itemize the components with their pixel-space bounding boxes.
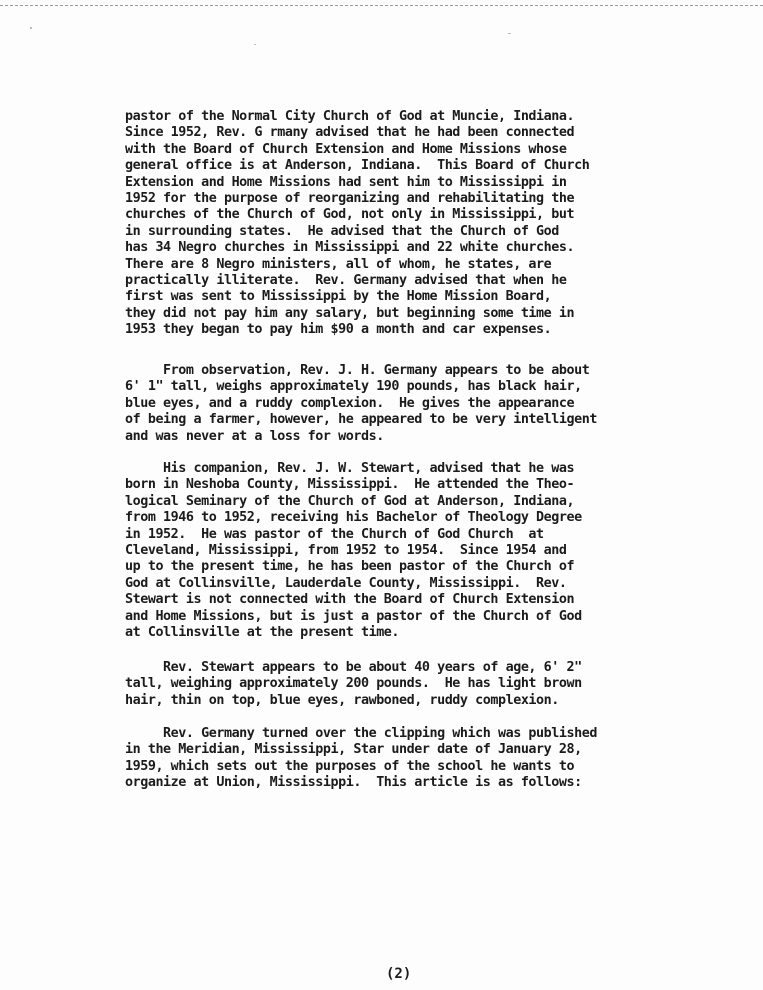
body-paragraph: From observation, Rev. J. H. Germany appears to be about 6' 1" tall, weighs approximately 190 pounds, has black hair, blue eyes, and a ruddy complexion. He gives the appearance of being a farmer, however, he appeared to be very intelligent and was never at a loss for words. [125,363,597,444]
body-paragraph: pastor of the Normal City Church of God at Muncie, Indiana. Since 1952, Rev. G rmany advised that he had been connected with the Board of Church Extension and Home Missions whose general office is at Anderson, Indiana. This Board of Church Extension and Home Missions had sent him to Mississippi in 1952 for the purpose of reorganizing and rehabilitating the churches of the Church of God, not only in Mississippi, but in surrounding states. He advised that the Church of God has 34 Negro churches in Mississippi and 22 white churches. There are 8 Negro ministers, all of whom, he states, are practically illiterate. Rev. Germany advised that when he first was sent to Mississippi by the Home Mission Board, they did not pay him any salary, but beginning some time in 1953 they began to pay him $90 a month and car expenses. [125,109,590,338]
scan-speck [508,33,511,34]
page-top-edge [0,5,763,6]
body-paragraph: His companion, Rev. J. W. Stewart, advised that he was born in Neshoba County, Mississippi. He attended the Theo- logical Seminary of the Church of God at Anderson, Indiana, from 1946 to 1952, receiving his Bachelor of Theology Degree in 1952. He was pastor of the Church of God Church at Cleveland, Mississippi, from 1952 to 1954. Since 1954 and up to the present time, he has been pastor of the Church of God at Collinsville, Lauderdale County, Mississippi. Rev. Stewart is not connected with the Board of Church Extension and Home Missions, but is just a pastor of the Church of God at Collinsville at the present time. [125,461,582,641]
page-number: (2) [386,966,412,982]
body-paragraph: Rev. Stewart appears to be about 40 years of age, 6' 2" tall, weighing approximately 200 pounds. He has light brown hair, thin on top, blue eyes, rawboned, ruddy complexion. [125,660,582,708]
body-paragraph: Rev. Germany turned over the clipping which was published in the Meridian, Mississippi, Star under date of January 28, 1959, which sets out the purposes of the school he wants to organize at Union, Mississippi. This article is as follows: [125,726,597,791]
scan-speck [254,44,256,45]
scan-speck [30,27,32,29]
